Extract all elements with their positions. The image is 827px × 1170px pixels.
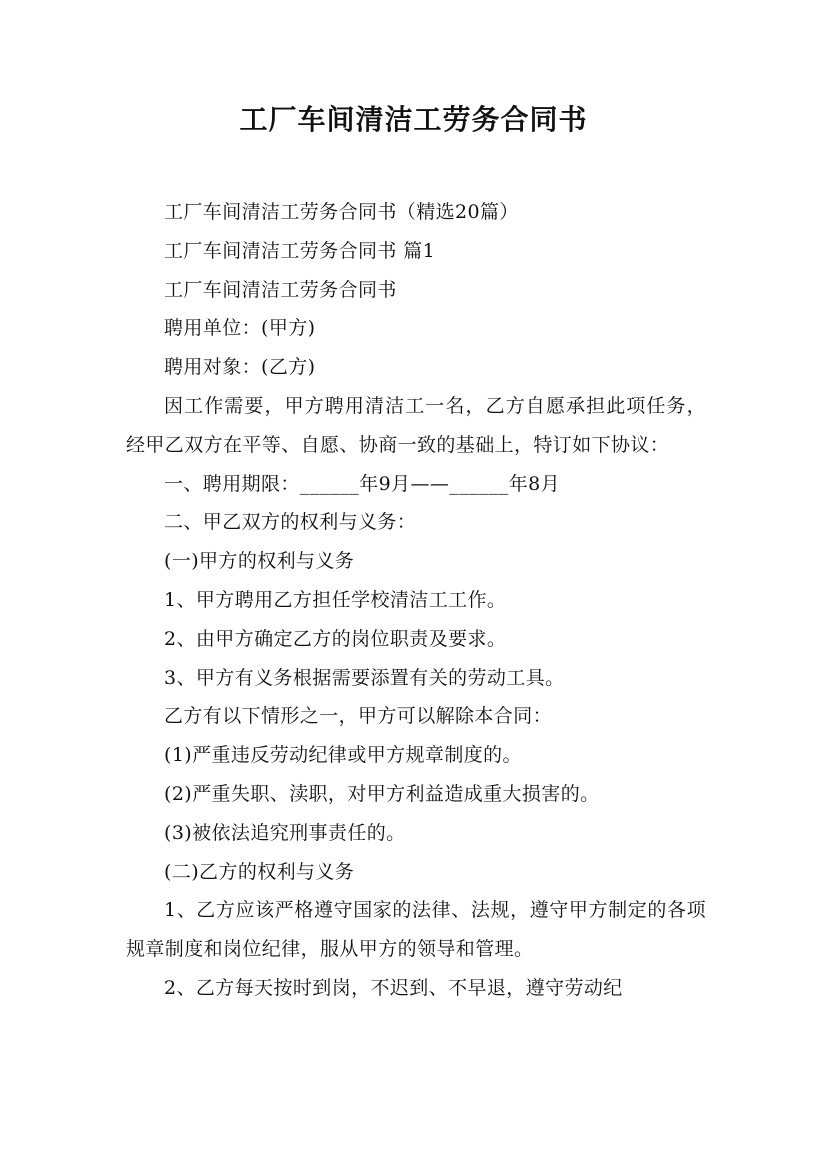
paragraph: 2、乙方每天按时到岗，不迟到、不早退，遵守劳动纪 xyxy=(164,976,623,999)
paragraph: 聘用单位：(甲方) xyxy=(164,317,316,340)
paragraph: 一、聘用期限：______年9月——______年8月 xyxy=(164,472,560,495)
paragraph: (二)乙方的权利与义务 xyxy=(164,860,355,883)
paragraph: (3)被依法追究刑事责任的。 xyxy=(164,821,406,844)
paragraph: 3、甲方有义务根据需要添置有关的劳动工具。 xyxy=(164,666,565,689)
paragraph: 乙方有以下情形之一，甲方可以解除本合同： xyxy=(164,705,553,728)
paragraph: (一)甲方的权利与义务 xyxy=(164,550,355,573)
paragraph: 1、乙方应该严格遵守国家的法律、法规，遵守甲方制定的各项规章制度和岗位纪律，服从甲方的领导和管理。 xyxy=(126,899,706,961)
paragraph: 工厂车间清洁工劳务合同书（精选20篇） xyxy=(164,201,519,223)
document-body xyxy=(126,193,706,1008)
paragraph: 因工作需要，甲方聘用清洁工一名，乙方自愿承担此项任务，经甲乙双方在平等、自愿、协商一致的基础上，特订如下协议： xyxy=(126,394,706,456)
paragraph: 工厂车间清洁工劳务合同书 篇1 xyxy=(164,239,436,262)
paragraph: 工厂车间清洁工劳务合同书 xyxy=(164,278,397,301)
paragraph: 二、甲乙双方的权利与义务： xyxy=(164,511,417,534)
paragraph: 1、甲方聘用乙方担任学校清洁工工作。 xyxy=(164,588,507,611)
paragraph: (2)严重失职、渎职，对甲方利益造成重大损害的。 xyxy=(164,782,600,805)
document-title: 工厂车间清洁工劳务合同书 xyxy=(239,103,588,136)
paragraph: (1)严重违反劳动纪律或甲方规章制度的。 xyxy=(164,744,522,767)
paragraph: 2、由甲方确定乙方的岗位职责及要求。 xyxy=(164,627,507,650)
paragraph: 聘用对象：(乙方) xyxy=(164,356,316,379)
